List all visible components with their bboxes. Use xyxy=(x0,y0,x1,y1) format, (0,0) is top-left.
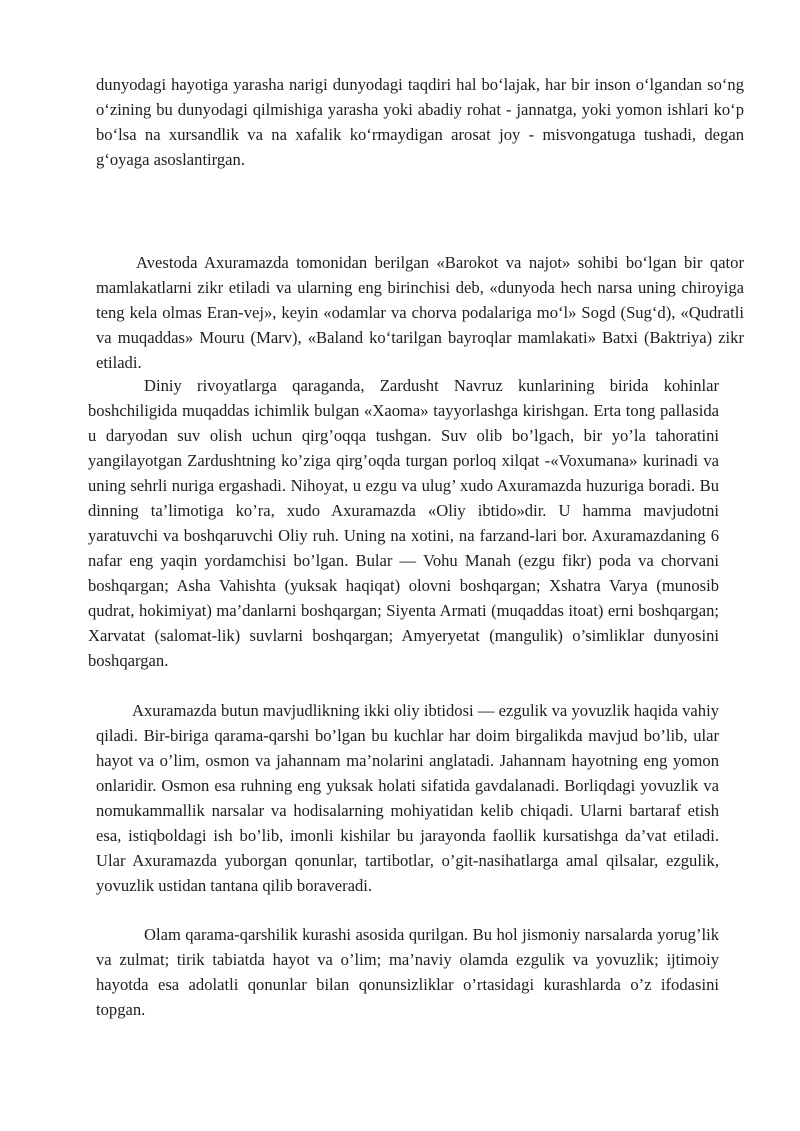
paragraph-1: dunyodagi hayotiga yarasha narigi dunyodagi taqdiri hal bo‘lajak, har bir inson o‘lgandan so‘ng o‘zining bu dunyodagi qilmishiga yarasha yoki abadiy rohat - jannatga, yoki yomon ishlari ko‘p bo‘lsa na xursandlik va na xafalik ko‘rmaydigan arosat joy - misvongatuga tushadi, degan g‘oyaga asoslantirgan. xyxy=(96,75,744,169)
paragraph-2: Avestoda Axuramazda tomonidan berilgan «Barokot va najot» sohibi bo‘lgan bir qator mamlakatlarni zikr etiladi va ularning eng birinchisi deb, «dunyoda hech narsa uning chiroyiga teng kela olmas Eran-vej», keyin «odamlar va chorva podalariga mo‘l» Sogd (Sug‘d), «Qudratli va muqaddas» Mouru (Marv), «Baland ko‘tarilgan bayroqlar mamlakati» Batxi (Baktriya) zikr etiladi. xyxy=(96,253,744,372)
paragraph-5: Olam qarama-qarshilik kurashi asosida qurilgan. Bu hol jismoniy narsalarda yorug’lik va zulmat; tirik tabiatda hayot va o’lim; ma’naviy olamda ezgulik va yovuzlik; ijtimoiy hayotda esa adolatli qonunlar bilan qonunsizliklar o’rtasidagi kurashlarda o’z ifodasini topgan. xyxy=(96,925,719,1019)
paragraph-3: Diniy rivoyatlarga qaraganda, Zardusht Navruz kunlarining birida kohinlar boshchiligida muqaddas ichimlik bulgan «Xaoma» tayyorlashga kirishgan. Erta tong pallasida u daryodan suv olish uchun qirg’oqqa tushgan. Suv olib bo’lgach, bir yo’la tahoratini yangilayotgan Zardushtning ko’ziga qirg’oqda turgan porloq xilqat -«Voxumana» kurinadi va uning sehrli nuriga ergashadi. Nihoyat, u ezgu va ulug’ xudo Axuramazda huzuriga boradi. Bu dinning ta’limotiga ko’ra, xudo Axuramazda «Oliy ibtido»dir. U hamma mavjudotni yaratuvchi va boshqaruvchi Oliy ruh. Uning na xotini, na farzand-lari bor. Axuramazdaning 6 nafar eng yaqin yordamchisi bo’lgan. Bular — Vohu Manah (ezgu fikr) poda va chorvani boshqargan; Asha Vahishta (yuksak haqiqat) olovni boshqargan; Xshatra Varya (munosib qudrat, hokimiyat) ma’danlarni boshqargan; Siyenta Armati (muqaddas itoat) erni boshqargan; Xarvatat (salomat-lik) suvlarni boshqargan; Amyeryetat (mangulik) o’simliklar dunyosini boshqargan. xyxy=(88,376,719,670)
paragraph-4: Axuramazda butun mavjudlikning ikki oliy ibtidosi — ezgulik va yovuzlik haqida vahiy qiladi. Bir-biriga qarama-qarshi bo’lgan bu kuchlar har doim birgalikda mavjud bo’lib, ular hayot va o’lim, osmon va jahannam ma’nolarini anglatadi. Jahannam hayotning eng yomon onlaridir. Osmon esa ruhning eng yuksak holati sifatida gavdalanadi. Borliqdagi yovuzlik va nomukammallik narsalar va hodisalarning mohiyatidan kelib chiqadi. Ularni bartaraf etish esa, istiqboldagi ish bo’lib, imonli kishilar bu jarayonda faollik kursatishga da’vat etiladi. Ular Axuramazda yuborgan qonunlar, tartibotlar, o’git-nasihatlarga amal qilsalar, ezgulik, yovuzlik ustidan tantana qilib boraveradi. xyxy=(96,701,719,895)
